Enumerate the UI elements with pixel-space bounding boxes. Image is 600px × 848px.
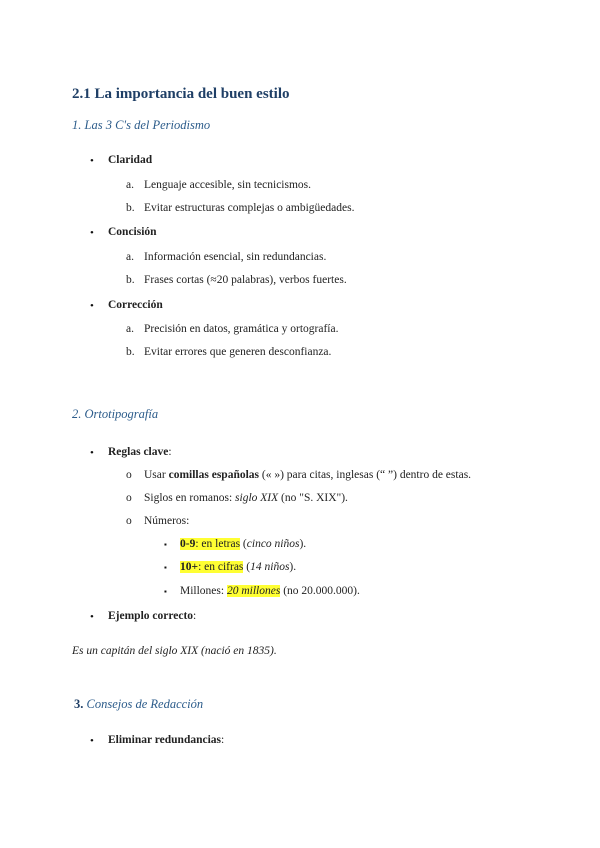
text-run: Millones:	[180, 585, 227, 597]
sub-marker: b.	[126, 274, 135, 286]
example-sentence: Es un capitán del siglo XIX (nació en 1835).	[72, 645, 277, 657]
text-run-italic: 14 niños	[250, 561, 290, 573]
bullet-icon: •	[90, 227, 94, 239]
text-run-highlight: 20 millones	[226, 585, 281, 597]
text-run-highlight: : en cifras	[198, 561, 244, 573]
rule-comillas	[144, 469, 471, 481]
bullet-icon: •	[90, 447, 94, 459]
circle-bullet-icon: o	[126, 515, 132, 527]
square-bullet-icon: ▪	[164, 540, 167, 549]
square-bullet-icon: ▪	[164, 563, 167, 572]
sub-marker: a.	[126, 323, 134, 335]
text-run: (no "S. XIX").	[278, 492, 348, 504]
list-item-reglas-clave	[108, 446, 172, 458]
section-3-heading	[74, 697, 203, 712]
rules-label: Reglas clave	[108, 446, 169, 458]
text-run-bold: comillas españolas	[168, 469, 260, 481]
rule-siglos	[144, 492, 348, 504]
colon: :	[221, 734, 225, 746]
sub-marker: b.	[126, 202, 135, 214]
list-subitem: Información esencial, sin redundancias.	[144, 251, 327, 263]
text-run: ).	[289, 561, 297, 573]
list-item-concision: Concisión	[108, 226, 157, 238]
numbers-rule-millones	[180, 585, 360, 597]
text-run-highlight: : en letras	[195, 538, 241, 550]
section-3-title: Consejos de Redacción	[83, 697, 204, 711]
list-subitem: Lenguaje accesible, sin tecnicismos.	[144, 179, 312, 191]
sub-marker: b.	[126, 346, 135, 358]
list-item-ejemplo	[108, 610, 196, 622]
text-run-bold: 10+	[180, 561, 199, 573]
circle-bullet-icon: o	[126, 469, 132, 481]
page-title: 2.1 La importancia del buen estilo	[72, 86, 290, 102]
example-label: Ejemplo correcto	[108, 610, 194, 622]
list-item-correccion: Corrección	[108, 299, 163, 311]
list-subitem: Precisión en datos, gramática y ortografía.	[144, 323, 339, 335]
list-subitem: Evitar errores que generen desconfianza.	[144, 346, 332, 358]
rule-numeros: Números:	[144, 515, 190, 527]
bullet-icon: •	[90, 611, 94, 623]
list-subitem: Frases cortas (≈20 palabras), verbos fuertes.	[144, 274, 347, 286]
text-run-italic: siglo XIX	[235, 492, 279, 504]
section-1-heading: 1. Las 3 C's del Periodismo	[72, 118, 211, 132]
bullet-icon: •	[90, 735, 94, 747]
list-item-claridad: Claridad	[108, 154, 153, 166]
text-run: (	[240, 538, 247, 550]
list-item-eliminar-redundancias	[108, 734, 224, 746]
text-run-bold: 0-9	[180, 538, 196, 550]
circle-bullet-icon: o	[126, 492, 132, 504]
numbers-rule-10-plus	[180, 561, 296, 573]
text-run: (	[243, 561, 251, 573]
list-subitem: Evitar estructuras complejas o ambigüedades.	[144, 202, 355, 214]
section-3-number: 3.	[74, 697, 84, 711]
colon: :	[168, 446, 172, 458]
item-label: Eliminar redundancias	[108, 734, 222, 746]
section-2-heading: 2. Ortotipografía	[72, 407, 159, 421]
text-run: ).	[299, 538, 307, 550]
bullet-icon: •	[90, 155, 94, 167]
numbers-rule-0-9	[180, 538, 306, 550]
bullet-icon: •	[90, 300, 94, 312]
text-run-italic: cinco niños	[246, 538, 300, 550]
text-run: (no 20.000.000).	[280, 585, 360, 597]
text-run: Siglos en romanos:	[144, 492, 236, 504]
square-bullet-icon: ▪	[164, 587, 167, 596]
text-run: Usar	[144, 469, 169, 481]
colon: :	[193, 610, 197, 622]
sub-marker: a.	[126, 179, 134, 191]
sub-marker: a.	[126, 251, 134, 263]
text-run: (« ») para citas, inglesas (“ ”) dentro de estas.	[259, 469, 472, 481]
